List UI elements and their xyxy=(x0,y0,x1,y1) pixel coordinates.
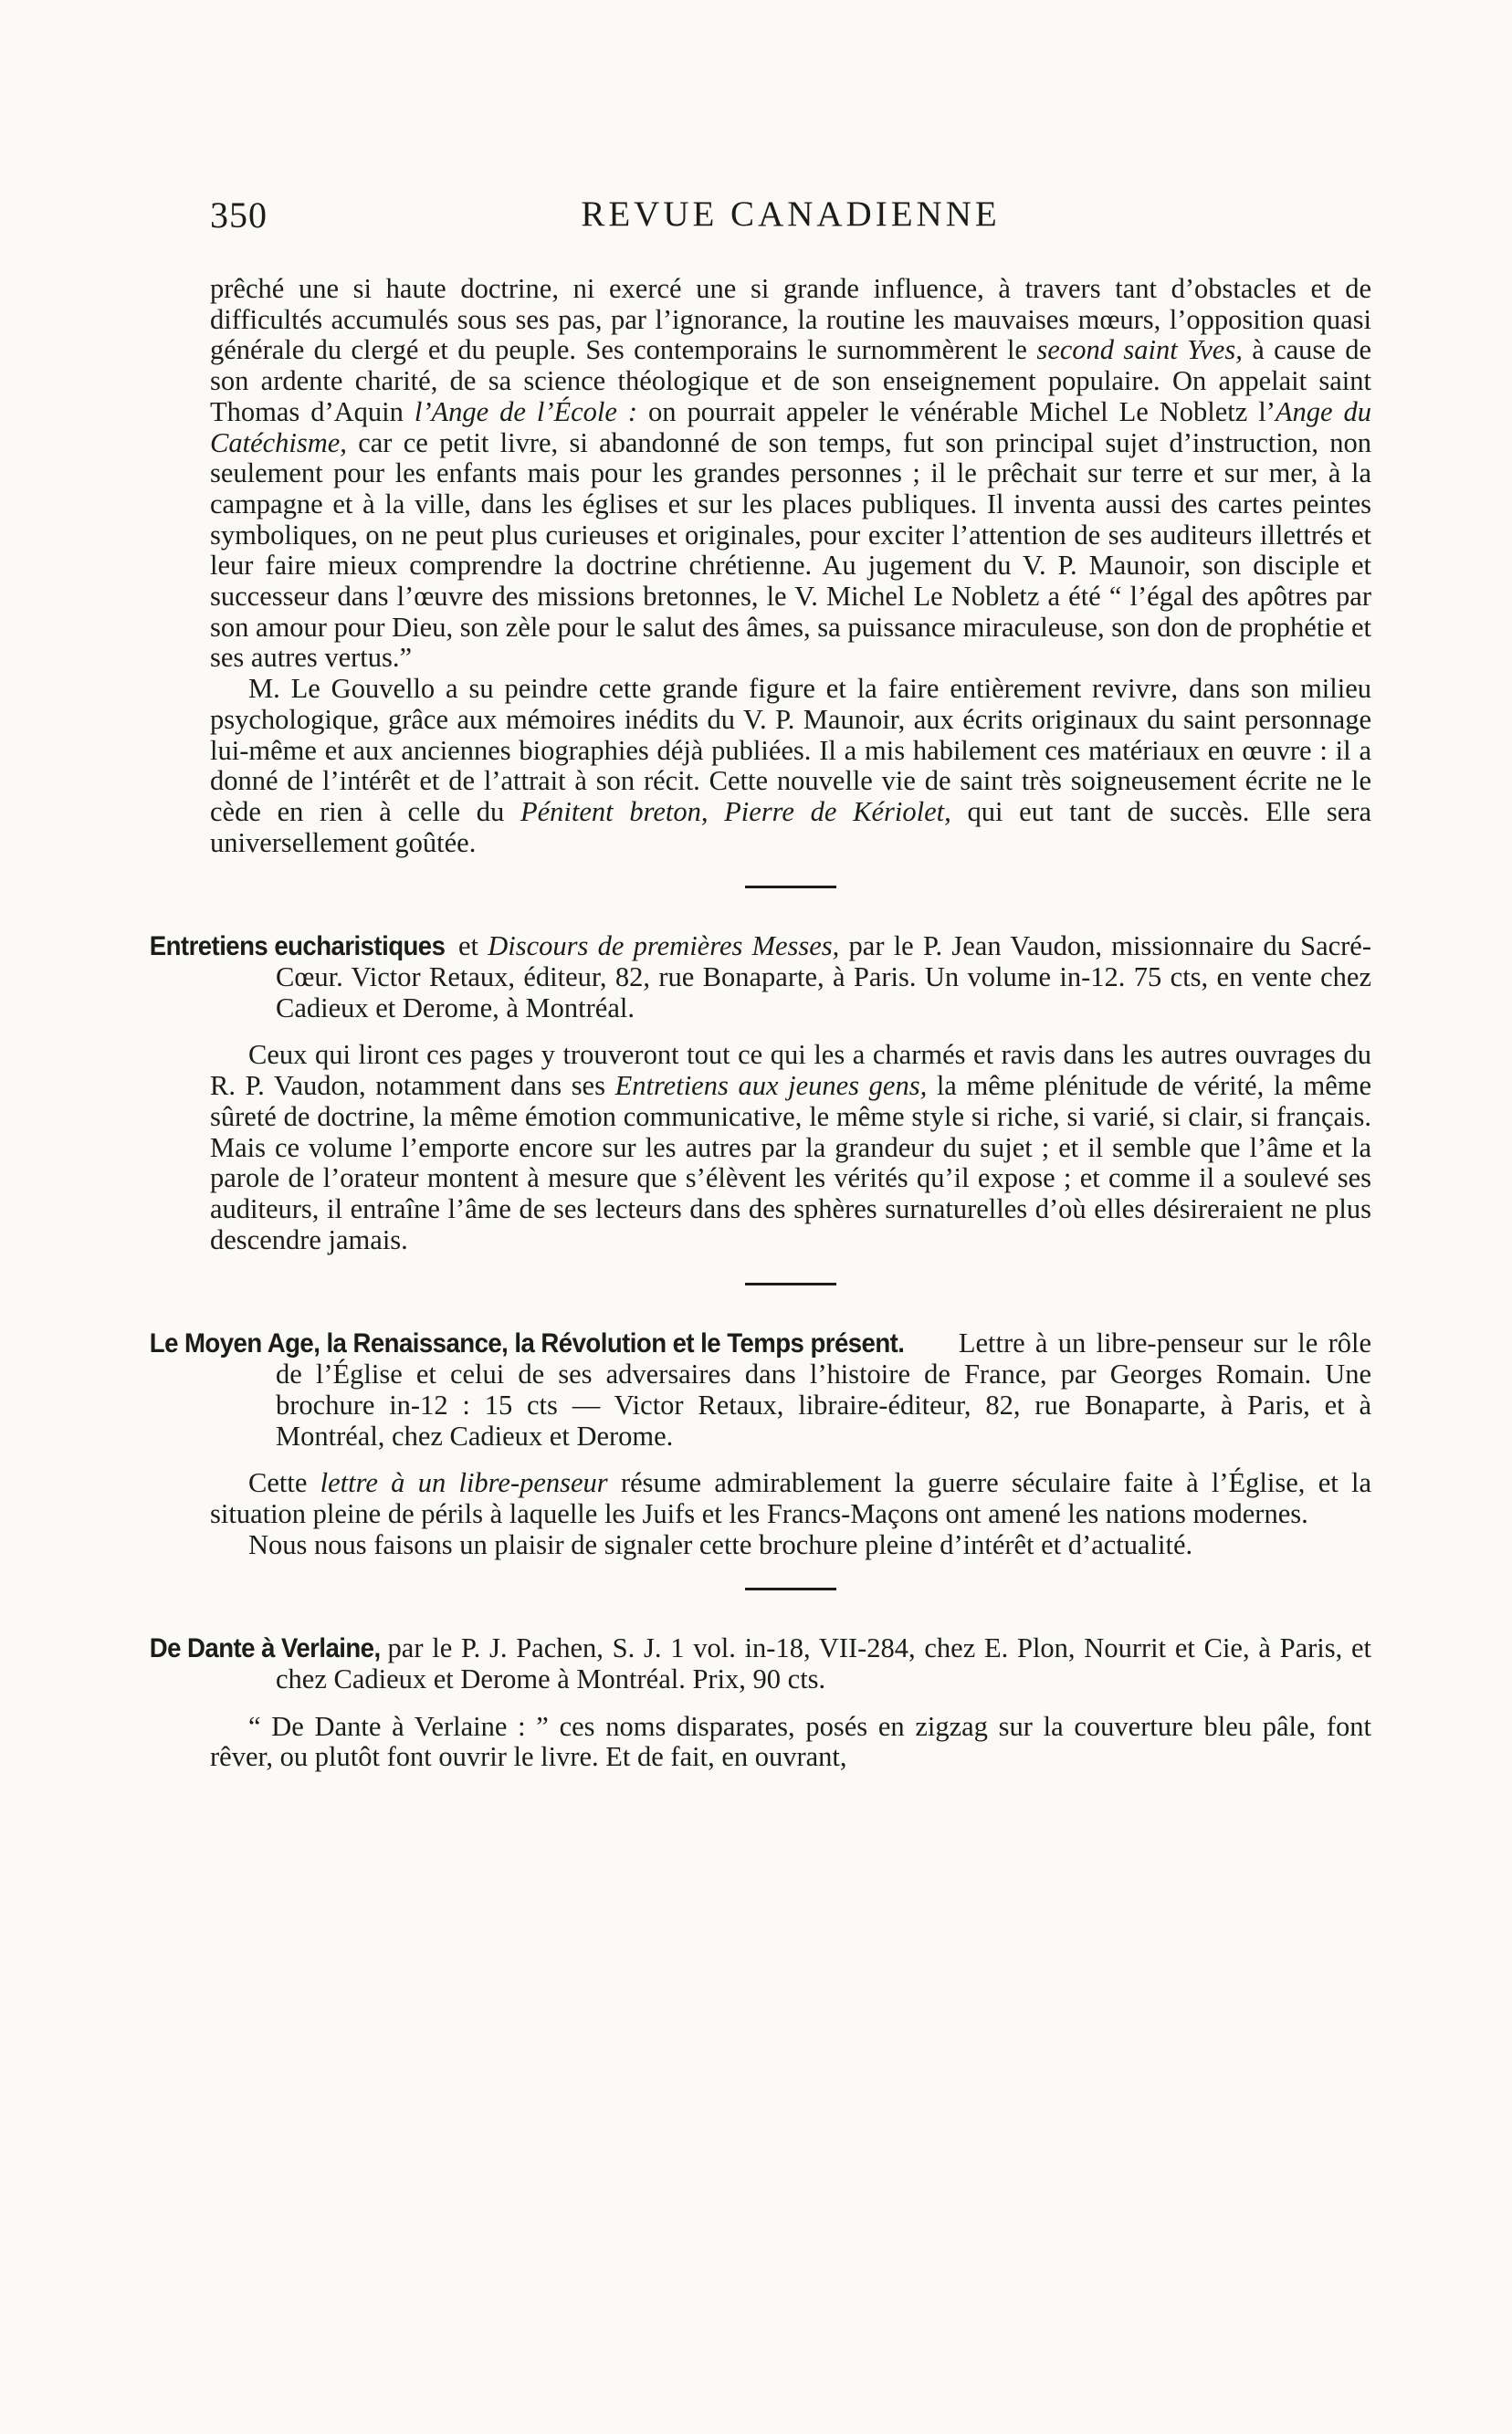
book-title: Entretiens eucharistiques xyxy=(149,931,446,962)
section-divider xyxy=(745,1283,836,1285)
running-title: REVUE CANADIENNE xyxy=(581,194,1001,234)
text-run: et xyxy=(448,930,488,962)
book-title: Le Moyen Age, la Renaissance, la Révolution et le Temps présent. xyxy=(149,1328,905,1359)
book-title: De Dante à Verlaine, xyxy=(149,1633,381,1664)
italic-run: Discours de premières Messes, xyxy=(488,930,840,962)
text-run: la même plénitude de vérité, la même sûreté de doctrine, la même émotion communicative, le même style si riche, si varié, si clair, si français. Mais ce volume l’emporte encore sur les autres par la grandeur du sujet ; et il semble que l’âme et la parole de l’orateur montent à mesure que s’élèvent les vérités qu’il expose ; et comme il a soulevé ses auditeurs, il entraîne l’âme de ses lecteurs dans des sphères surnaturelles d’où elles désireraient ne plus descendre jamais. xyxy=(210,1070,1371,1255)
page-header xyxy=(210,194,1371,252)
italic-run: Ange du Catéchisme, xyxy=(210,395,1371,458)
divider-block xyxy=(210,1560,1371,1617)
text-run: résume admirablement la guerre séculaire faite à l’Église, et la situation pleine de périls à laquelle les Juifs et les Francs-Maçons ont amené les nations modernes. xyxy=(210,1467,1371,1529)
text-run: à cause de son ardente charité, de sa science théologique et de son enseignement populaire. On appelait saint Thomas d’Aquin xyxy=(210,334,1371,427)
text-run: on pourrait appeler le vénérable Michel Le Nobletz l’ xyxy=(637,395,1276,427)
text-run: par le P. J. Pachen, S. J. 1 vol. in-18, VII-284, chez E. Plon, Nourrit et Cie, à Paris, et chez Cadieux et Derome à Montréal. Prix, 90 cts. xyxy=(276,1632,1371,1695)
italic-run: second saint Yves, xyxy=(1036,334,1243,366)
section-divider xyxy=(745,886,836,888)
text-run: prêché une si haute doctrine, ni exercé une si grande influence, à travers tant d’obstacles et de difficultés accumulés sous ses pas, par l’ignorance, la routine les mauvaises mœurs, l’opposition quasi générale du clergé et du peuple. Ses contemporains le surnommèrent le xyxy=(210,273,1371,366)
text-run: Ceux qui liront ces pages y trouveront tout ce qui les a charmés et ravis dans les autres ouvrages du R. P. Vaudon, notamment dans ses xyxy=(210,1039,1371,1102)
italic-run: Entretiens aux jeunes gens, xyxy=(614,1070,928,1102)
italic-run: l’Ange de l’École : xyxy=(414,395,638,427)
book-entry-dante-verlaine xyxy=(149,1632,1371,1695)
review-moyen-age xyxy=(210,1468,1371,1529)
text-run: par le P. Jean Vaudon, missionnaire du Sacré-Cœur. Victor Retaux, éditeur, 82, rue Bonaparte, à Paris. Un volume in-12. 75 cts, en vente chez Cadieux et Derome, à Montréal. xyxy=(276,930,1371,1023)
book-entry-moyen-age xyxy=(149,1327,1371,1452)
paragraph-le-gouvello xyxy=(210,674,1371,858)
page-body xyxy=(149,273,1371,1773)
paragraph-michel-le-nobletz xyxy=(210,274,1371,674)
review-entretiens xyxy=(210,1040,1371,1255)
italic-run: Pénitent breton, Pierre de Kériolet, xyxy=(520,795,951,827)
page-number: 350 xyxy=(210,194,268,236)
italic-run: lettre à un libre-penseur xyxy=(320,1467,608,1499)
text-run: Lettre à un libre-penseur sur le rôle de l’Église et celui de ses adversaires dans l’histoire de France, par Georges Romain. Une brochure in-12 : 15 cts — Victor Retaux, libraire-éditeur, 82, rue Bonaparte, à Paris, et à Montréal, chez Cadieux et Derome. xyxy=(276,1327,1371,1452)
review-dante-verlaine: “ De Dante à Verlaine : ” ces noms disparates, posés en zigzag sur la couverture bleu pâle, font rêver, ou plutôt font ouvrir le livre. Et de fait, en ouvrant, xyxy=(210,1710,1371,1773)
text-run: qui eut tant de succès. Elle sera universellement goûtée. xyxy=(210,795,1371,858)
book-entry-entretiens xyxy=(149,930,1371,1023)
divider-block xyxy=(210,858,1371,915)
divider-block xyxy=(210,1255,1371,1312)
text-run: M. Le Gouvello a su peindre cette grande figure et la faire entièrement revivre, dans son milieu psychologique, grâce aux mémoires inédits du V. P. Maunoir, aux écrits originaux du saint personnage lui-même et aux anciennes biographies déjà publiées. Il a mis habilement ces matériaux en œuvre : il a donné de l’intérêt et de l’attrait à son récit. Cette nouvelle vie de saint très soigneusement écrite ne le cède en rien à celle du xyxy=(210,673,1371,827)
review-moyen-age-2: Nous nous faisons un plaisir de signaler cette brochure pleine d’intérêt et d’actualité. xyxy=(248,1528,1193,1560)
text-run: car ce petit livre, si abandonné de son temps, fut son principal sujet d’instruction, non seulement pour les enfants mais pour les grandes personnes ; il le prêchait sur terre et sur mer, à la campagne et à la ville, dans les églises et sur les places publiques. Il inventa aussi des cartes peintes symboliques, on ne peut plus curieuses et originales, pour exciter l’attention de ses auditeurs illettrés et leur faire mieux comprendre la doctrine chrétienne. Au jugement du V. P. Maunoir, son disciple et successeur dans l’œuvre des missions bretonnes, le V. Michel Le Nobletz a été “ l’égal des apôtres par son amour pour Dieu, son zèle pour le salut des âmes, sa puissance miraculeuse, son don de prophétie et ses autres vertus.” xyxy=(210,426,1371,674)
section-divider xyxy=(745,1588,836,1590)
text-run: Cette xyxy=(248,1467,320,1499)
